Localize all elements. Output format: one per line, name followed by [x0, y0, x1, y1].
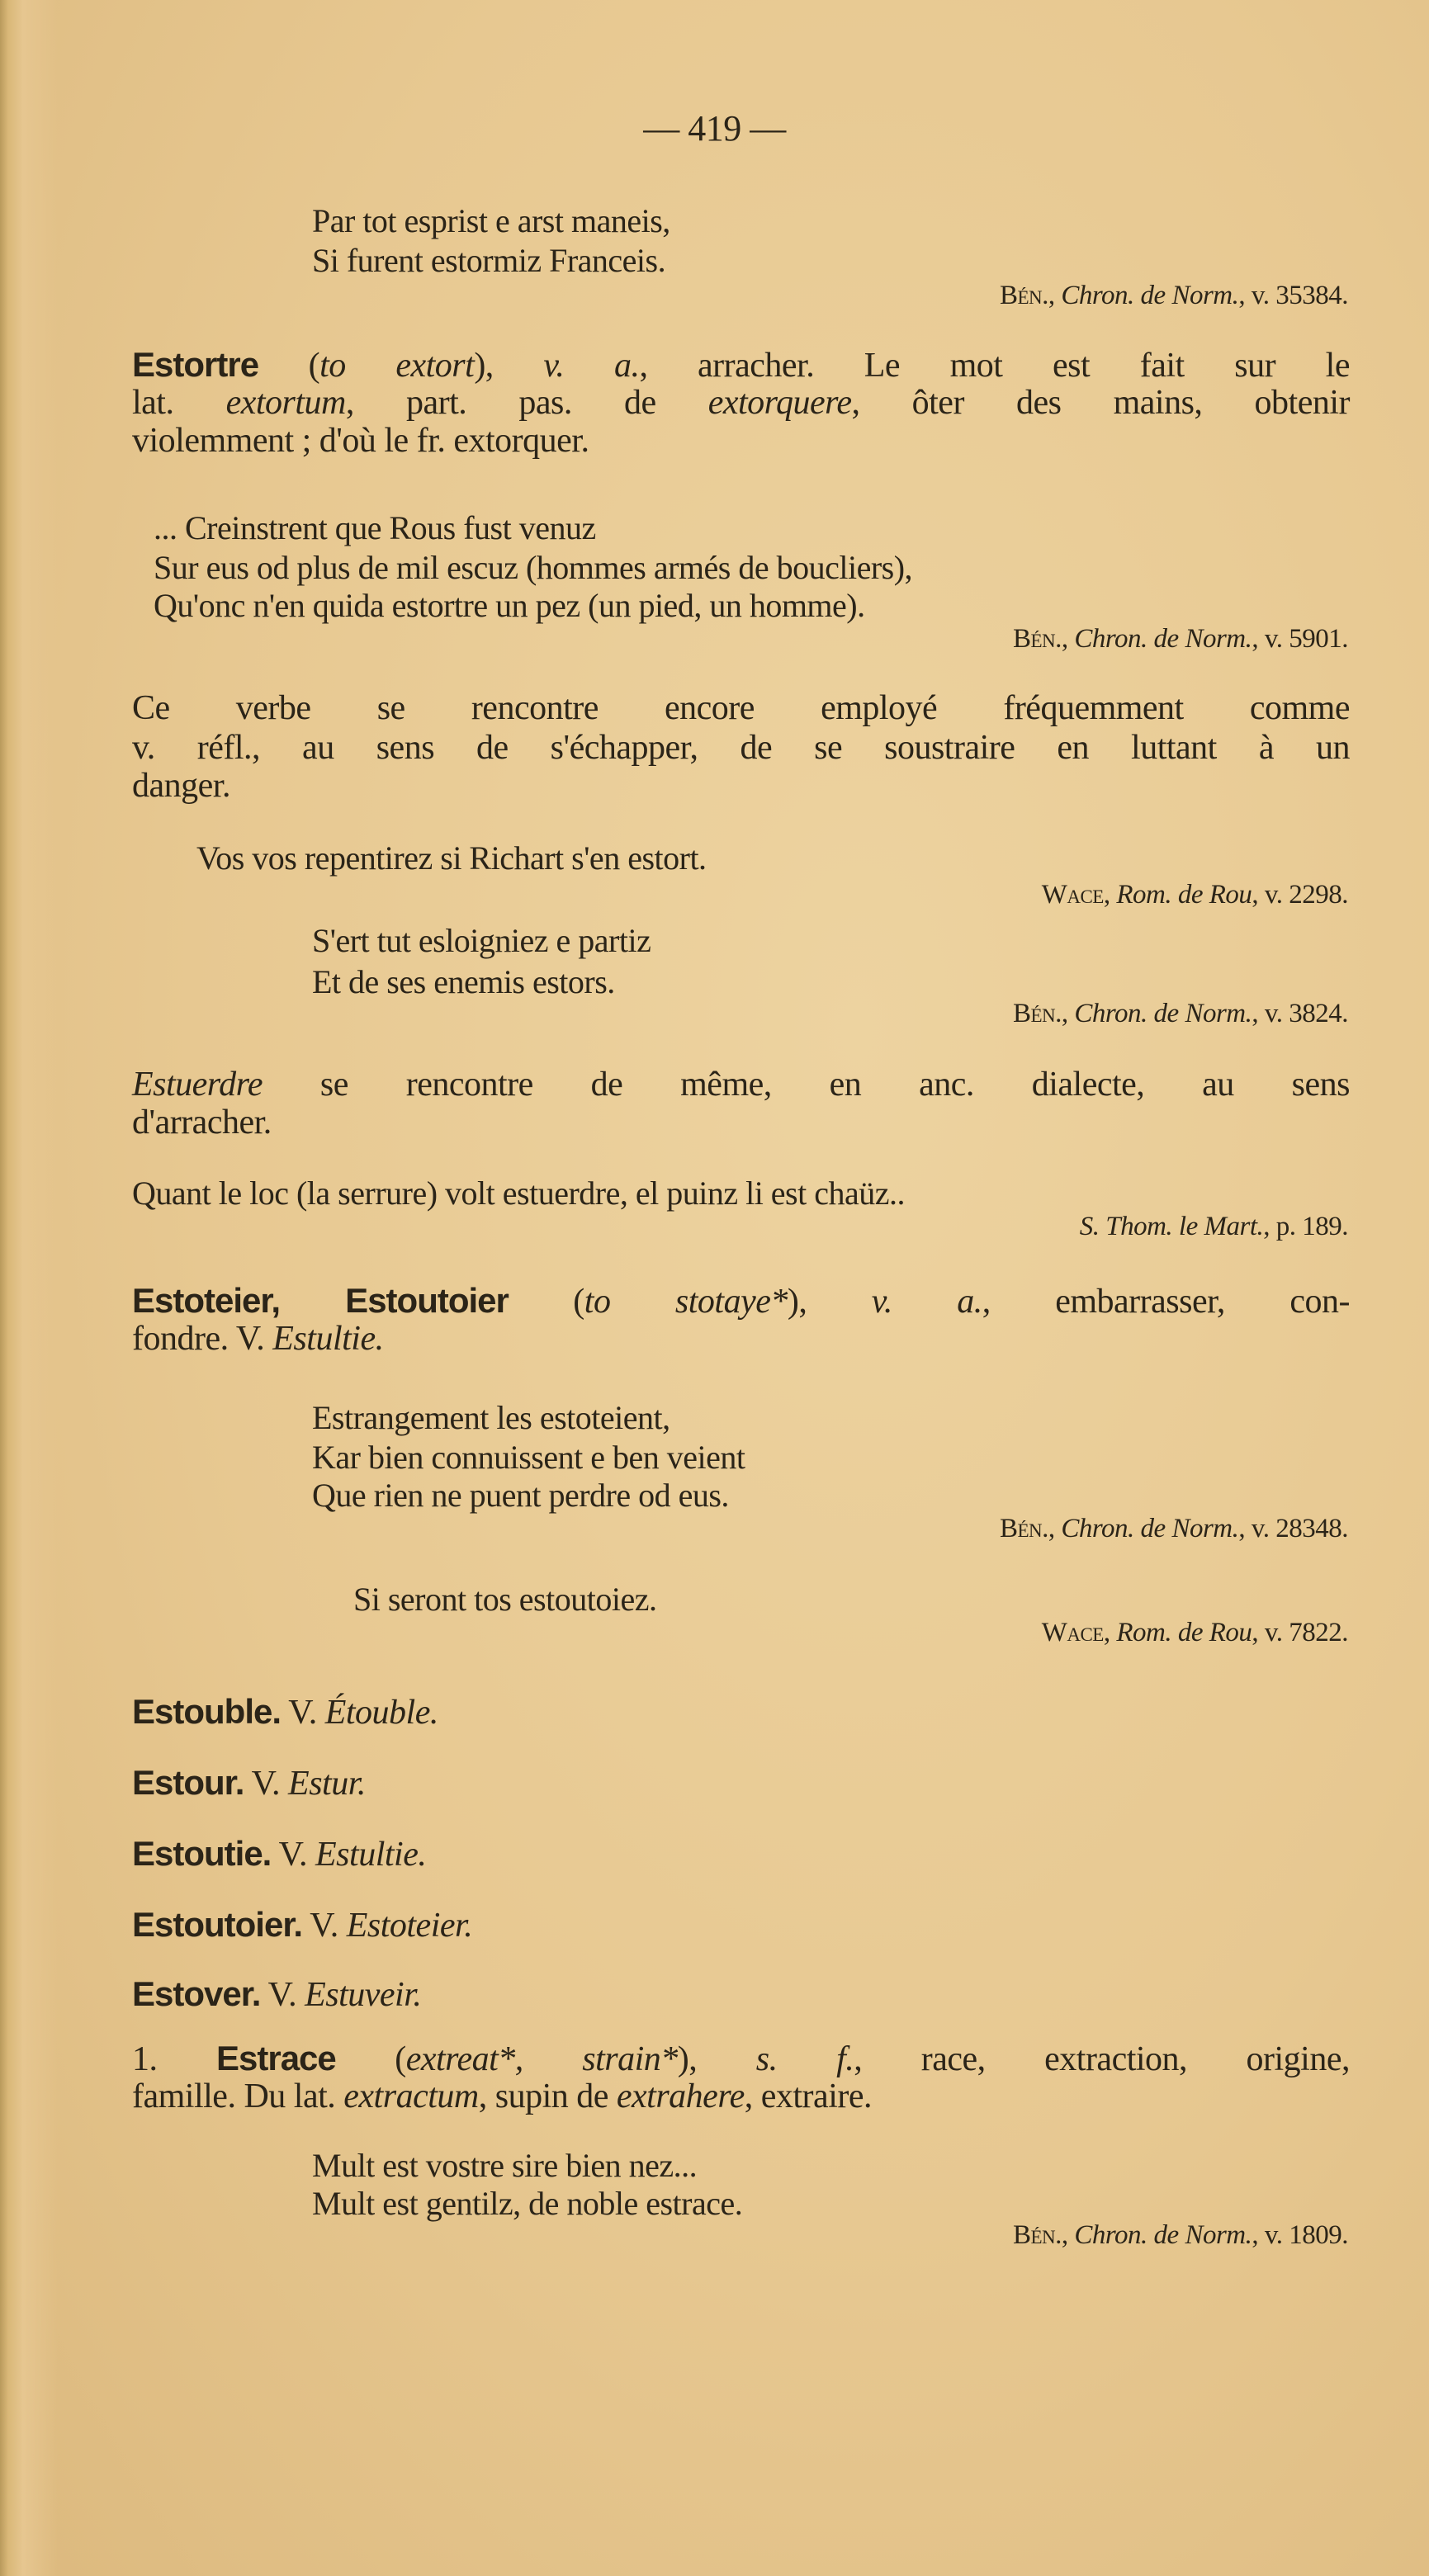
verse-line — [312, 2184, 742, 2223]
text: Quant le loc (la serrure) volt estuerdre, el puinz li est chaüz.. — [132, 1175, 905, 1212]
entry-line — [132, 1974, 421, 2015]
verse-line — [154, 586, 865, 625]
italic-text: Estuveir. — [305, 1976, 422, 2014]
text: Vos vos repentirez si Richart s'en estort. — [196, 839, 707, 877]
text: , — [1061, 2220, 1075, 2250]
text: se rencontre de même, en anc. dialecte, au sens — [263, 1066, 1350, 1104]
paragraph-line — [132, 688, 1350, 728]
text: ( — [335, 2040, 406, 2078]
verse-line — [154, 508, 596, 547]
text: V. — [244, 1765, 289, 1803]
text: , arracher. Le mot est fait sur le — [639, 347, 1350, 385]
text: , embarrasser, con- — [982, 1283, 1350, 1321]
italic-text: extreat*, strain* — [405, 2040, 678, 2078]
text: — 419 — — [643, 108, 786, 149]
citation — [1000, 1514, 1348, 1544]
text: S'ert tut esloigniez e partiz — [312, 922, 651, 959]
headword: Estrace — [215, 2039, 336, 2077]
text: , v. 35384. — [1238, 281, 1348, 310]
italic-text: Estuerdre — [132, 1066, 263, 1104]
italic-text: Rom. de Rou — [1116, 880, 1252, 910]
entry-line — [132, 345, 1350, 385]
text: , — [1103, 1618, 1117, 1647]
verse-line — [132, 1174, 905, 1212]
headword: Estouble. — [132, 1692, 282, 1731]
italic-text: to stotaye* — [584, 1283, 788, 1321]
text: Ce verbe se rencontre encore employé fréquemment comme — [132, 689, 1350, 727]
text: V. — [302, 1907, 347, 1945]
author-name: Bén. — [1000, 281, 1048, 310]
citation — [1013, 624, 1348, 655]
text: , supin de — [478, 2077, 617, 2115]
text: danger. — [132, 767, 230, 805]
italic-text: extrahere — [616, 2077, 745, 2115]
author-name: Wace — [1041, 1618, 1104, 1647]
text: , — [1048, 1514, 1062, 1543]
entry-line — [132, 383, 1350, 423]
text: ... Creinstrent que Rous fust venuz — [154, 509, 596, 546]
verse-line — [312, 241, 665, 280]
text: , — [1048, 281, 1062, 310]
text: lat. — [132, 384, 226, 422]
verse-line — [312, 1398, 670, 1437]
entry-line — [132, 1281, 1350, 1321]
italic-text: Chron. de Norm. — [1074, 624, 1252, 654]
italic-text: v. a. — [543, 347, 640, 385]
text: , ôter des mains, obtenir — [851, 384, 1351, 422]
italic-text: s. f. — [755, 2040, 854, 2078]
text: Mult est gentilz, de noble estrace. — [312, 2185, 743, 2222]
text: ), — [787, 1283, 872, 1321]
citation — [1000, 281, 1348, 311]
text: Mult est vostre sire bien nez... — [312, 2147, 698, 2184]
headword: Estoutoier. — [132, 1905, 303, 1944]
author-name: Bén. — [1013, 999, 1062, 1028]
verse-line — [312, 1476, 729, 1515]
verse-line — [312, 2146, 697, 2185]
text: Si seront tos estoutoiez. — [353, 1581, 657, 1618]
text: ( — [508, 1283, 584, 1321]
citation — [1013, 2220, 1348, 2251]
verse-line — [312, 201, 670, 240]
italic-text: Rom. de Rou — [1116, 1618, 1252, 1647]
italic-text: extorquere — [707, 384, 852, 422]
entry-line — [132, 2039, 1350, 2079]
entry-line — [132, 1905, 472, 1945]
text: 1. — [132, 2040, 216, 2078]
entry-line — [132, 1834, 426, 1874]
text: Sur eus od plus de mil escuz (hommes armés de boucliers), — [154, 549, 913, 586]
verse-line — [312, 1438, 745, 1477]
headword: Estortre — [132, 345, 259, 384]
citation — [1013, 999, 1348, 1029]
text: , v. 7822. — [1252, 1618, 1348, 1647]
text: V. — [281, 1694, 325, 1732]
italic-text: extractum — [343, 2077, 479, 2115]
text: violemment ; d'où le fr. extorquer. — [132, 422, 589, 460]
headword: Estover. — [132, 1974, 261, 2013]
italic-text: Chron. de Norm. — [1061, 1514, 1239, 1543]
text: Que rien ne puent perdre od eus. — [312, 1477, 729, 1514]
text: ), — [474, 347, 544, 385]
text: , — [1061, 999, 1075, 1028]
verse-line — [353, 1580, 656, 1619]
italic-text: v. a. — [871, 1283, 982, 1321]
citation — [1042, 1618, 1348, 1648]
italic-text: S. Thom. le Mart. — [1079, 1212, 1264, 1241]
citation — [1042, 880, 1348, 910]
entry-line — [132, 421, 589, 461]
citation — [1080, 1212, 1348, 1242]
text: , — [1061, 624, 1075, 654]
text: Estrangement les estoteient, — [312, 1399, 670, 1436]
text: , v. 2298. — [1252, 880, 1348, 910]
paragraph-line — [132, 766, 230, 806]
verse-line — [312, 962, 615, 1001]
text: Kar bien connuissent e ben veient — [312, 1439, 745, 1476]
italic-text: Estoteier. — [346, 1907, 473, 1945]
italic-text: extortum — [225, 384, 346, 422]
italic-text: to extort — [319, 347, 475, 385]
verse-line — [196, 839, 707, 877]
author-name: Bén. — [1013, 624, 1062, 654]
verse-line — [154, 548, 912, 587]
text: , v. 1809. — [1252, 2220, 1348, 2250]
text: V. — [260, 1976, 305, 2014]
text: , part. pas. de — [345, 384, 708, 422]
text: Si furent estormiz Franceis. — [312, 242, 666, 279]
headword: Estoutie. — [132, 1834, 272, 1873]
text: , v. 28348. — [1238, 1514, 1348, 1543]
headword: Estour. — [132, 1763, 244, 1802]
italic-text: Chron. de Norm. — [1061, 281, 1239, 310]
text: , p. 189. — [1263, 1212, 1348, 1241]
page-number — [0, 107, 1429, 149]
paragraph-line — [132, 728, 1350, 768]
text: Qu'onc n'en quida estortre un pez (un pied, un homme). — [154, 587, 865, 624]
text: , v. 5901. — [1252, 624, 1348, 654]
text: d'arracher. — [132, 1104, 272, 1141]
verse-line — [312, 921, 651, 960]
italic-text: Chron. de Norm. — [1074, 999, 1252, 1028]
entry-line — [132, 1319, 384, 1359]
entry-line — [132, 2077, 872, 2116]
entry-line — [132, 1763, 366, 1803]
italic-text: Estultie. — [315, 1836, 427, 1874]
text: ( — [258, 347, 320, 385]
italic-text: Chron. de Norm. — [1074, 2220, 1252, 2250]
paragraph-line — [132, 1103, 272, 1142]
text: fondre. V. — [132, 1320, 273, 1358]
text: famille. Du lat. — [132, 2077, 344, 2115]
italic-text: Estultie. — [272, 1320, 384, 1358]
text: , extraire. — [744, 2077, 872, 2115]
entry-line — [132, 1692, 438, 1732]
author-name: Wace — [1041, 880, 1104, 910]
text: , race, extraction, origine, — [854, 2040, 1350, 2078]
text: Et de ses enemis estors. — [312, 963, 615, 1000]
text: V. — [271, 1836, 316, 1874]
paragraph-line — [132, 1065, 1350, 1104]
text: , — [1103, 880, 1117, 910]
author-name: Bén. — [1013, 2220, 1062, 2250]
text: ), — [677, 2040, 756, 2078]
author-name: Bén. — [1000, 1514, 1048, 1543]
headword: Estoteier, Estoutoier — [132, 1281, 509, 1320]
text: , v. 3824. — [1252, 999, 1348, 1028]
italic-text: Étouble. — [324, 1694, 438, 1732]
italic-text: Estur. — [288, 1765, 366, 1803]
text: v. réfl., au sens de s'échapper, de se soustraire en luttant à un — [132, 729, 1350, 767]
text: Par tot esprist e arst maneis, — [312, 202, 670, 239]
